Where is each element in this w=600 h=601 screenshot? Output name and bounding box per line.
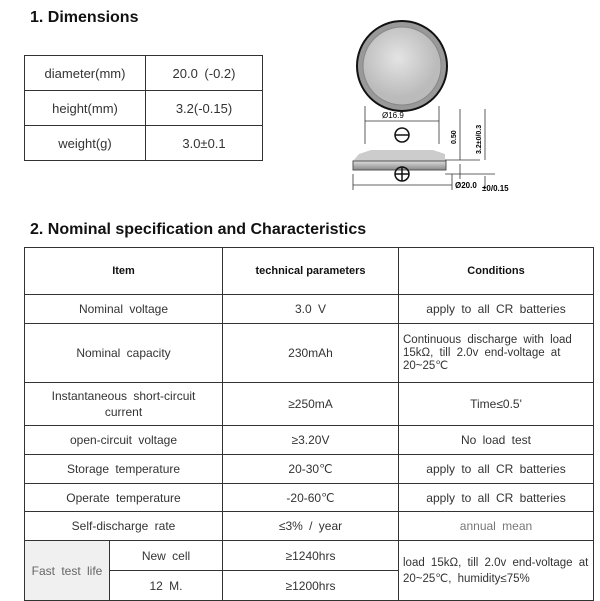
table-row <box>25 541 594 571</box>
param: ≥250mA <box>223 383 399 426</box>
item: Self-discharge rate <box>25 512 223 541</box>
section-2-title: 2. Nominal specification and Characteristics <box>30 221 367 238</box>
param: -20-60℃ <box>223 484 399 512</box>
table-row <box>25 484 594 512</box>
sub-item: New cell <box>110 541 223 571</box>
condition: Time≤0.5' <box>399 383 594 426</box>
item: Instantaneous short-circuit current <box>25 383 223 426</box>
item: Operate temperature <box>25 484 223 512</box>
dim-32: 3.2±0/0.3 <box>476 124 483 154</box>
dimensions-table <box>24 55 263 161</box>
param: ≤3% / year <box>223 512 399 541</box>
value: 3.0±0.1 <box>146 126 263 161</box>
item: open-circuit voltage <box>25 426 223 455</box>
param: 20-30℃ <box>223 455 399 484</box>
header-params: technical parameters <box>223 248 399 295</box>
condition: apply to all CR batteries <box>399 295 594 324</box>
table-row <box>25 512 594 541</box>
item: Nominal voltage <box>25 295 223 324</box>
condition: No load test <box>399 426 594 455</box>
condition: apply to all CR batteries <box>399 484 594 512</box>
param: ≥3.20V <box>223 426 399 455</box>
header-row <box>25 248 594 295</box>
condition: annual mean <box>399 512 594 541</box>
condition: load 15kΩ, till 2.0v end-voltage at 20~25℃, humidity≤75% <box>399 541 594 601</box>
dim-050: 0.50 <box>451 130 458 144</box>
condition: Continuous discharge with load 15kΩ, till 2.0v end-voltage at 20~25℃ <box>399 324 594 383</box>
label: diameter(mm) <box>25 56 146 91</box>
param: 3.0 V <box>223 295 399 324</box>
table-row <box>25 383 594 426</box>
label: weight(g) <box>25 126 146 161</box>
table-row <box>25 324 594 383</box>
item: Nominal capacity <box>25 324 223 383</box>
battery-diagram <box>345 14 515 194</box>
table-row <box>25 56 263 91</box>
header-item: Item <box>25 248 223 295</box>
section-1-title: 1. Dimensions <box>30 9 139 26</box>
condition: apply to all CR batteries <box>399 455 594 484</box>
param: 230mAh <box>223 324 399 383</box>
spec-table <box>24 247 594 601</box>
param: ≥1200hrs <box>223 571 399 601</box>
value: 3.2(-0.15) <box>146 91 263 126</box>
param: ≥1240hrs <box>223 541 399 571</box>
label: height(mm) <box>25 91 146 126</box>
header-conditions: Conditions <box>399 248 594 295</box>
table-row <box>25 126 263 161</box>
bottom-diameter-label: Ø20.0 <box>455 181 477 190</box>
table-row <box>25 455 594 484</box>
table-row <box>25 91 263 126</box>
table-row <box>25 295 594 324</box>
value: 20.0 (-0.2) <box>146 56 263 91</box>
item: Storage temperature <box>25 455 223 484</box>
top-diameter-label: Ø16.9 <box>382 111 404 120</box>
sub-item: 12 M. <box>110 571 223 601</box>
fast-test-label: Fast test life <box>25 541 110 601</box>
bottom-tolerance: ±0/0.15 <box>482 184 509 193</box>
table-row <box>25 426 594 455</box>
